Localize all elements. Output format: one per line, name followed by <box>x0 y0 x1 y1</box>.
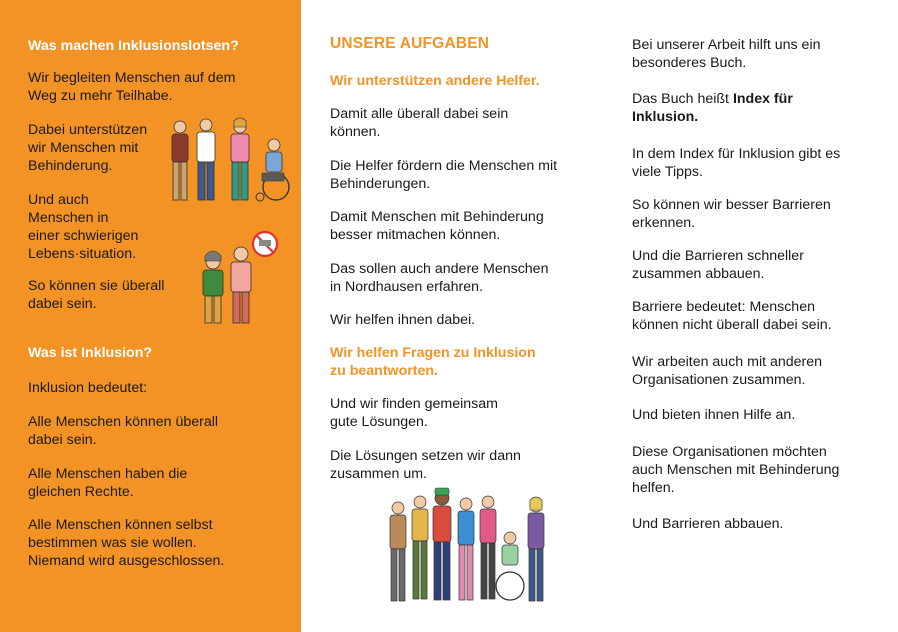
person-icon <box>480 496 496 599</box>
left-p1-line1: Wir begleiten Menschen auf dem <box>28 70 236 86</box>
right-p5-line1: Und die Barrieren schneller <box>632 248 804 264</box>
right-p2-line1 <box>632 90 793 108</box>
mid-p4-line2: in Nordhausen erfahren. <box>330 279 484 295</box>
left-column <box>0 0 301 632</box>
left-p3-line3: einer schwierigen <box>28 228 139 244</box>
left-p4-line1: So können sie überall <box>28 278 165 294</box>
right-p4-line1: So können wir besser Barrieren <box>632 197 831 213</box>
person-icon <box>203 251 223 323</box>
left-p7-line1: Alle Menschen haben die <box>28 466 188 482</box>
right-p1-line1: Bei unserer Arbeit hilft uns ein <box>632 37 821 53</box>
person-icon <box>412 496 428 599</box>
right-p8: Und bieten ihnen Hilfe an. <box>632 407 796 423</box>
right-p6-line2: können nicht überall dabei sein. <box>632 317 832 333</box>
no-barrier-sign-icon <box>253 232 277 256</box>
index-fuer-inklusion-bold: Index für <box>732 91 793 107</box>
left-p3-line1: Und auch <box>28 192 89 208</box>
right-p2-line2: Inklusion. <box>632 109 699 125</box>
mid-p5: Wir helfen ihnen dabei. <box>330 312 476 328</box>
wheelchair-user-icon <box>496 532 524 600</box>
mid-p4-line1: Das sollen auch andere Menschen <box>330 261 549 277</box>
right-p6-line1: Barriere bedeutet: Menschen <box>632 299 815 315</box>
left-p6-line2: dabei sein. <box>28 432 97 448</box>
right-p7-line1: Wir arbeiten auch mit anderen <box>632 354 823 370</box>
person-icon <box>231 118 249 200</box>
right-p5-line2: zusammen abbauen. <box>632 266 765 282</box>
right-p2-prefix: Das Buch heißt <box>632 91 733 107</box>
title-unsere-aufgaben: UNSERE AUFGABEN <box>330 35 490 52</box>
subheading-fragen-line2: zu beantworten. <box>330 363 438 379</box>
right-p1-line2: besonderes Buch. <box>632 55 747 71</box>
heading-was-ist-inklusion: Was ist Inklusion? <box>28 345 153 361</box>
person-icon <box>231 247 251 323</box>
right-p7-line2: Organisationen zusammen. <box>632 372 806 388</box>
right-p3-line1: In dem Index für Inklusion gibt es <box>632 146 841 162</box>
person-icon <box>528 497 544 601</box>
wheelchair-user-icon <box>256 139 289 201</box>
person-icon <box>433 488 451 600</box>
mid-p2-line2: Behinderungen. <box>330 176 431 192</box>
left-p2-line3: Behinderung. <box>28 158 113 174</box>
subheading-fragen-line1: Wir helfen Fragen zu Inklusion <box>330 345 536 361</box>
left-p5: Inklusion bedeutet: <box>28 380 148 396</box>
person-icon <box>390 502 406 601</box>
middle-column <box>330 0 610 632</box>
left-p7-line2: gleichen Rechte. <box>28 484 134 500</box>
mid-p1-line1: Damit alle überall dabei sein <box>330 106 509 122</box>
left-p4-line2: dabei sein. <box>28 296 97 312</box>
left-p8-line1: Alle Menschen können selbst <box>28 517 213 533</box>
left-p3-line4: Lebens·situation. <box>28 246 137 262</box>
right-p9-line1: Diese Organisationen möchten <box>632 444 827 460</box>
person-icon <box>458 498 474 600</box>
mid-p3-line2: besser mitmachen können. <box>330 227 501 243</box>
right-p9-line3: helfen. <box>632 480 675 496</box>
left-p8-line3: Niemand wird ausgeschlossen. <box>28 553 225 569</box>
left-p6-line1: Alle Menschen können überall <box>28 414 219 430</box>
diverse-crowd-illustration <box>380 486 555 608</box>
people-group-illustration <box>162 115 298 205</box>
women-barrier-illustration <box>195 230 290 325</box>
subheading-helfer: Wir unterstützen andere Helfer. <box>330 73 540 89</box>
mid-p3-line1: Damit Menschen mit Behinderung <box>330 209 544 225</box>
left-p3-line2: Menschen in <box>28 210 109 226</box>
right-p3-line2: viele Tipps. <box>632 164 703 180</box>
heading-inklusionslotsen: Was machen Inklusionslotsen? <box>28 38 239 54</box>
left-p2-line2: wir Menschen mit <box>28 140 139 156</box>
right-p4-line2: erkennen. <box>632 215 696 231</box>
mid-p7-line2: zusammen um. <box>330 466 427 482</box>
left-p1-line2: Weg zu mehr Teilhabe. <box>28 88 173 104</box>
left-p2-line1: Dabei unterstützen <box>28 122 148 138</box>
mid-p6-line2: gute Lösungen. <box>330 414 428 430</box>
mid-p2-line1: Die Helfer fördern die Menschen mit <box>330 158 558 174</box>
person-icon <box>197 119 215 200</box>
person-icon <box>172 121 188 200</box>
mid-p6-line1: Und wir finden gemeinsam <box>330 396 498 412</box>
right-p10: Und Barrieren abbauen. <box>632 516 784 532</box>
right-column <box>632 0 892 632</box>
mid-p1-line2: können. <box>330 124 381 140</box>
right-p9-line2: auch Menschen mit Behinderung <box>632 462 840 478</box>
left-p8-line2: bestimmen was sie wollen. <box>28 535 197 551</box>
mid-p7-line1: Die Lösungen setzen wir dann <box>330 448 521 464</box>
